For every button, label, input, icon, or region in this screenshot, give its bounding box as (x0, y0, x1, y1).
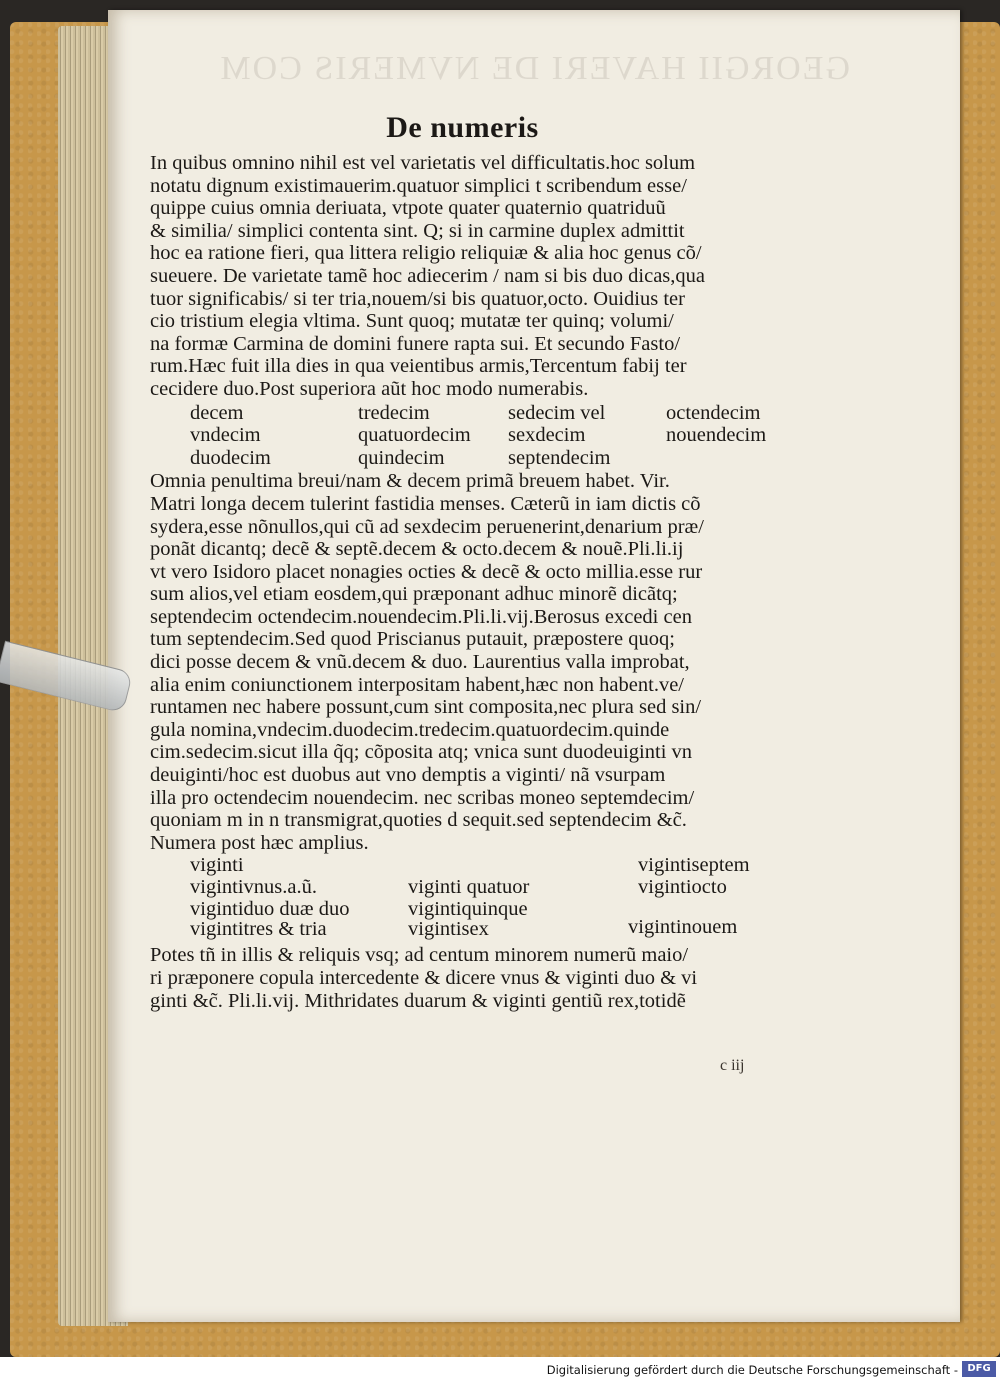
numbers-table-1 (190, 402, 775, 470)
text-line: runtamen nec habere possunt,cum sint composita,nec plura sed sin/ (150, 696, 702, 719)
numbers-table-2 (150, 854, 775, 944)
text-line: na formæ Carmina de domini funere rapta sui. Et secundo Fasto/ (150, 332, 681, 355)
text-line: Potes tñ in illis & reliquis vsq; ad centum minorem numerũ maio/ (150, 944, 689, 967)
funding-credit: Digitalisierung gefördert durch die Deutsche Forschungsgemeinschaft - (546, 1363, 958, 1377)
text-line: sueuere. De varietate tamẽ hoc adiecerim / nam si bis duo dicas,qua (150, 264, 705, 287)
number-word: viginti quatuor (408, 876, 530, 899)
text-line: septendecim octendecim.nouendecim.Pli.li.vij.Berosus excedi cen (150, 605, 692, 628)
paragraph-2 (150, 470, 775, 854)
text-line: cim.sedecim.sicut illa q̃q; cõposita atq; vnica sunt duodeuiginti vn (150, 741, 693, 764)
text-line: tum septendecim.Sed quod Priscianus putauit, præpostere quoq; (150, 628, 675, 651)
number-word: tredecim (358, 401, 430, 424)
number-word: sedecim vel (508, 401, 606, 424)
text-line: dici posse decem & vnũ.decem & duo. Laurentius valla improbat, (150, 651, 690, 674)
text-line: rum.Hæc fuit illa dies in qua veientibus armis,Tercentum fabij ter (150, 355, 687, 378)
footer-bar (0, 1357, 1000, 1382)
page-heading: De numeris (386, 111, 539, 144)
text-line: Matri longa decem tulerint fastidia menses. Cæterũ in iam dictis cõ (150, 492, 701, 515)
text-line: sum alios,vel etiam eosdem,qui præponant adhuc minorẽ dicãtq; (150, 583, 678, 606)
text-line: cio tristium elegia vltima. Sunt quoq; mutatæ ter quinq; volumi/ (150, 310, 674, 333)
number-word: vigintiduo duæ duo (190, 898, 350, 921)
number-word: decem (190, 401, 244, 424)
number-word (666, 447, 806, 470)
text-line: cecidere duo.Post superiora aũt hoc modo numerabis. (150, 377, 589, 400)
number-word: vigintiquinque (408, 898, 528, 921)
number-word: octendecim (666, 401, 761, 424)
text-line: alia enim coniunctionem interpositam habent,hæc non habent.ve/ (150, 673, 684, 696)
number-word: viginti (190, 854, 244, 877)
text-line: notatu dignum existimauerim.quatuor simplici t scribendum esse/ (150, 174, 687, 197)
number-word: vndecim (190, 424, 261, 447)
text-line: sydera,esse nõnullos,qui cũ ad sexdecim peruenerint,denarium præ/ (150, 515, 704, 538)
text-line: illa pro octendecim nouendecim. nec scribas moneo septemdecim/ (150, 786, 695, 809)
dfg-logo: DFG (962, 1361, 996, 1377)
number-word: vigintisex (408, 918, 489, 941)
bleedthrough-text: GEORGII HAVERI DE NVMERIS COM (218, 50, 850, 87)
number-word: vigintitres & tria (190, 918, 327, 941)
signature-mark: c iij (720, 1057, 745, 1074)
text-line: ponãt dicantq; decẽ & septẽ.decem & octo.decem & nouẽ.Pli.li.ij (150, 538, 684, 561)
text-line: deuiginti/hoc est duobus aut vno demptis a viginti/ nã vsurpam (150, 764, 666, 787)
number-word: vigintiseptem (638, 854, 750, 877)
number-word: quatuordecim (358, 424, 471, 447)
number-word: quindecim (358, 446, 445, 469)
number-word: vigintinouem (628, 916, 738, 939)
number-word: duodecim (190, 446, 271, 469)
text-line: Omnia penultima breui/nam & decem primã breuem habet. Vir. (150, 470, 670, 493)
text-line: Numera post hæc amplius. (150, 831, 369, 854)
text-line: vt vero Isidoro placet nonagies octies & decẽ & octo millia.esse rur (150, 560, 703, 583)
text-line: ginti &c̃. Pli.li.vij. Mithridates duarum & viginti gentiũ rex,totidẽ (150, 989, 686, 1012)
text-line: & similia/ simplici contenta sint. Q; si in carmine duplex admittit (150, 219, 685, 242)
number-word: sexdecim (508, 424, 586, 447)
text-line: gula nomina,vndecim.duodecim.tredecim.quatuordecim.quinde (150, 718, 670, 741)
text-block (150, 108, 775, 1012)
number-word: vigintiocto (638, 876, 727, 899)
text-line: quoniam m in n transmigrat,quoties d sequit.sed septendecim &c̃. (150, 809, 687, 832)
text-line: ri præponere copula intercedente & dicere vnus & viginti duo & vi (150, 967, 698, 989)
number-word: septendecim (508, 446, 611, 469)
text-line: quippe cuius omnia deriuata, vtpote quater quaternio quatriduũ (150, 197, 666, 220)
text-line: hoc ea ratione fieri, qua littera religio reliquiæ & alia hoc genus cõ/ (150, 242, 702, 265)
text-line: tuor significabis/ si ter tria,nouem/si bis quatuor,octo. Ouidius ter (150, 287, 685, 310)
paragraph-3 (150, 944, 775, 1012)
number-word: vigintivnus.a.ũ. (190, 876, 317, 899)
text-line: In quibus omnino nihil est vel varietatis vel difficultatis.hoc solum (150, 152, 696, 174)
number-word: nouendecim (666, 424, 767, 447)
paragraph-1 (150, 152, 775, 401)
